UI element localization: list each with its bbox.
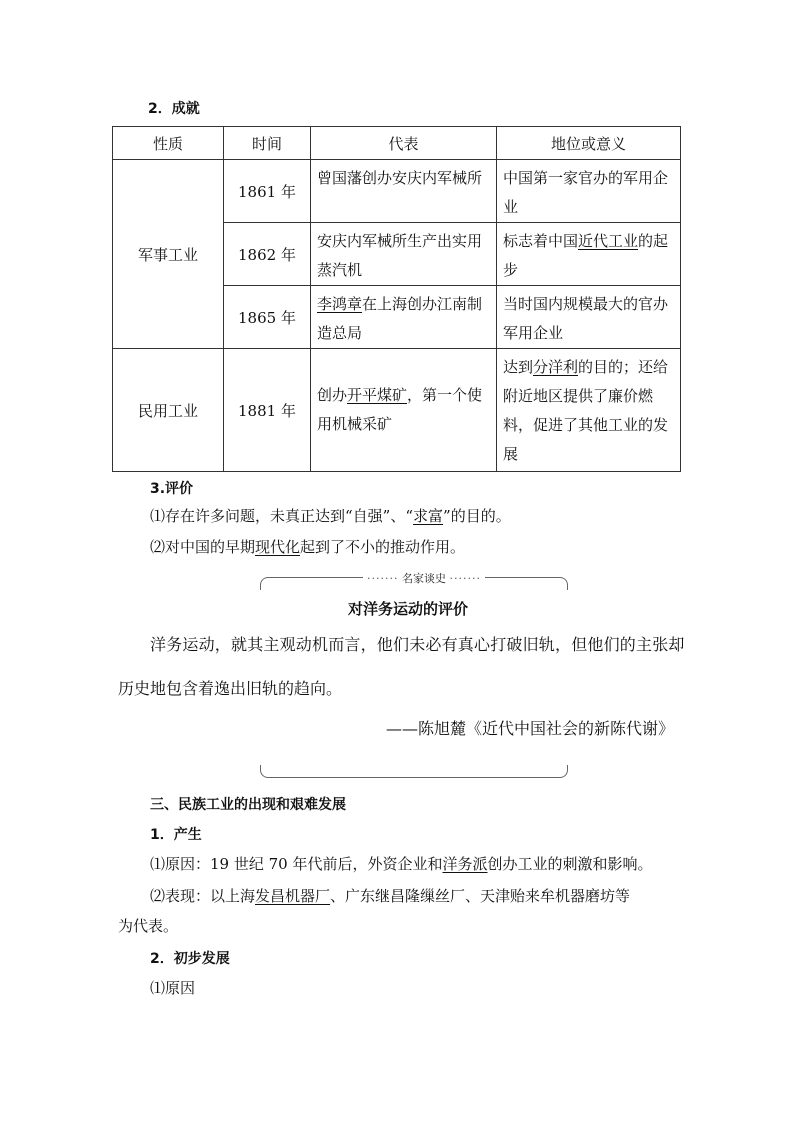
text-segment: 起到了不小的推动作用。: [300, 538, 466, 556]
cell-year: 1861 年: [224, 160, 311, 223]
underlined-term: 开平煤矿: [347, 386, 408, 404]
text-segment: 标志着中国: [503, 232, 579, 250]
text-segment: ⑵表现：以上海: [150, 887, 256, 905]
header-significance: 地位或意义: [497, 127, 681, 160]
badge-label: 名家谈史: [401, 572, 446, 585]
underlined-term: 发昌机器厂: [255, 887, 331, 905]
cell-year: 1862 年: [224, 223, 311, 286]
quote-line-2: 历史地包含着逸出旧轨的趋向。: [118, 679, 343, 698]
cell-representative: 曾国藩创办安庆内军械所: [311, 160, 497, 223]
cell-significance: 中国第一家官办的军用企业: [497, 160, 681, 223]
evaluation-item-1: [150, 506, 511, 526]
header-time: 时间: [224, 127, 311, 160]
section-heading-achievements: 2．成就: [148, 101, 200, 117]
text-segment: ⑴存在许多问题，未真正达到“自强”、“: [150, 507, 414, 525]
section-heading-evaluation: 3.评价: [150, 481, 194, 497]
evaluation-item-2: [150, 537, 465, 557]
origin-cause: [150, 854, 653, 874]
quote-title: 对洋务运动的评价: [348, 600, 469, 618]
quote-line-1: 洋务运动，就其主观动机而言，他们未必有真心打破旧轨，但他们的主张却: [150, 635, 685, 654]
text-segment: ，第一个使用机械采矿: [317, 386, 483, 433]
cell-significance: [497, 223, 681, 286]
cell-significance: [497, 349, 681, 472]
cell-representative: [311, 286, 497, 349]
cell-military-label: 军事工业: [113, 160, 224, 349]
text-segment: 、广东继昌隆缫丝厂、天津贻来牟机器磨坊等: [330, 887, 631, 905]
quote-box-bottom-border: [260, 765, 568, 778]
text-segment: ⑵对中国的早期: [150, 538, 256, 556]
quote-source: ——陈旭麓《近代中国社会的新陈代谢》: [386, 719, 675, 738]
text-segment: 达到: [503, 358, 534, 376]
development-reason: ⑴原因: [150, 979, 196, 997]
text-segment: 的目的；还给附近地区提供了廉价燃料，促进了其他工业的发展: [503, 358, 669, 463]
text-segment: 在上海创办江南制造总局: [317, 295, 483, 342]
cell-year: 1881 年: [224, 349, 311, 472]
header-representative: 代表: [311, 127, 497, 160]
subheading-initial-development: 2．初步发展: [150, 951, 230, 967]
achievements-table: [112, 126, 681, 472]
underlined-term: 李鸿章: [317, 295, 363, 313]
table-header-row: [113, 127, 681, 160]
text-segment: 的起步: [503, 232, 669, 279]
text-segment: 创办工业的刺激和影响。: [487, 855, 653, 873]
cell-representative: [311, 349, 497, 472]
text-segment: 创办: [317, 386, 348, 404]
header-nature: 性质: [113, 127, 224, 160]
cell-representative: 安庆内军械所生产出实用蒸汽机: [311, 223, 497, 286]
underlined-term: 洋务派: [442, 855, 488, 873]
quote-badge: ······· 名家谈史 ·······: [363, 570, 485, 586]
underlined-term: 近代工业: [578, 232, 639, 250]
text-segment: ”的目的。: [443, 507, 511, 525]
cell-year: 1865 年: [224, 286, 311, 349]
part-heading: 三、民族工业的出现和艰难发展: [150, 797, 346, 813]
table-row: [113, 349, 681, 472]
origin-manifestation-cont: 为代表。: [118, 917, 179, 935]
text-segment: ⑴原因：19 世纪 70 年代前后，外资企业和: [150, 855, 443, 873]
underlined-term: 现代化: [255, 538, 301, 556]
cell-significance: 当时国内规模最大的官办军用企业: [497, 286, 681, 349]
underlined-term: 分洋利: [533, 358, 579, 376]
subheading-origin: 1．产生: [150, 827, 202, 843]
table-row: [113, 160, 681, 223]
underlined-term: 求富: [413, 507, 444, 525]
cell-civil-label: 民用工业: [113, 349, 224, 472]
origin-manifestation: [150, 886, 630, 906]
